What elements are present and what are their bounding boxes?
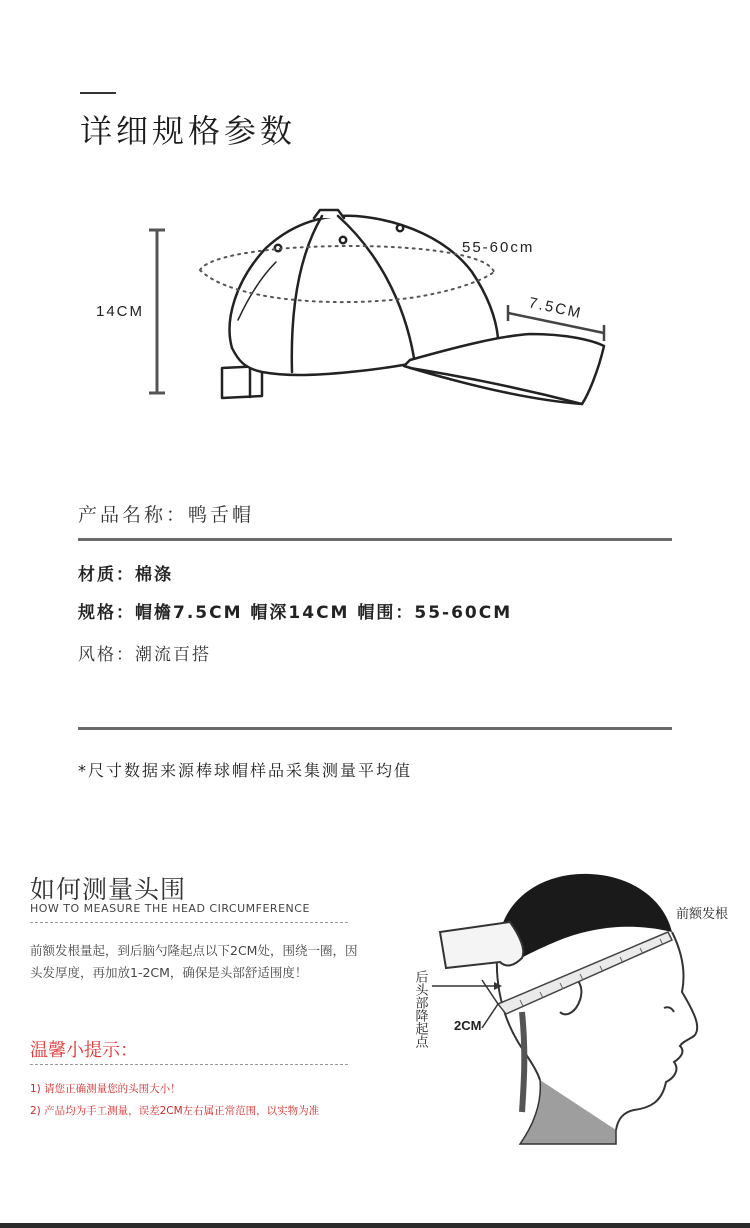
back-point-label: 后头部降起点 bbox=[412, 970, 428, 1048]
dashed-divider bbox=[30, 922, 348, 923]
cap-dimension-diagram bbox=[0, 190, 750, 430]
tip-item: 2) 产品均为手工测量，误差2CM左右属正常范围，以实物为准 bbox=[30, 1105, 320, 1117]
tip-item: 1) 请您正确测量您的头围大小！ bbox=[30, 1083, 181, 1095]
measure-subtitle: HOW TO MEASURE THE HEAD CIRCUMFERENCE bbox=[30, 902, 310, 915]
product-name: 产品名称：鸭舌帽 bbox=[78, 504, 255, 526]
height-bracket bbox=[149, 230, 165, 393]
divider-top bbox=[78, 538, 672, 541]
footnote: *尺寸数据来源棒球帽样品采集测量平均值 bbox=[78, 761, 413, 780]
tips-title: 温馨小提示： bbox=[30, 1040, 138, 1061]
height-label: 14CM bbox=[96, 303, 145, 320]
head-measure-illustration bbox=[410, 862, 750, 1162]
spec-size: 规格：帽檐7.5CM 帽深14CM 帽围：55-60CM bbox=[78, 603, 513, 623]
measure-title: 如何测量头围 bbox=[30, 875, 187, 904]
bottom-bar bbox=[0, 1223, 750, 1228]
neck-shoulder bbox=[520, 1080, 616, 1144]
hand bbox=[440, 922, 523, 968]
tips-list bbox=[30, 1080, 360, 1124]
offset-label: 2CM bbox=[454, 1018, 482, 1033]
measure-description: 前额发根量起，到后脑勺隆起点以下2CM处，围绕一圈，因头发厚度，再加放1-2CM，确保是头部舒适围度！ bbox=[30, 943, 358, 980]
eye bbox=[664, 1007, 674, 1012]
dashed-divider bbox=[30, 1064, 348, 1065]
divider-bottom bbox=[78, 727, 672, 730]
forehead-label: 前额发根 bbox=[676, 907, 729, 922]
section-title: 详细规格参数 bbox=[80, 112, 297, 150]
spec-style: 风格：潮流百搭 bbox=[78, 645, 211, 665]
spec-material: 材质：棉涤 bbox=[78, 565, 173, 585]
title-dash-decoration bbox=[80, 92, 116, 94]
tape-hanging bbox=[522, 1012, 524, 1112]
circumference-label: 55-60cm bbox=[462, 239, 535, 256]
brim-label: 7.5CM bbox=[527, 294, 584, 323]
